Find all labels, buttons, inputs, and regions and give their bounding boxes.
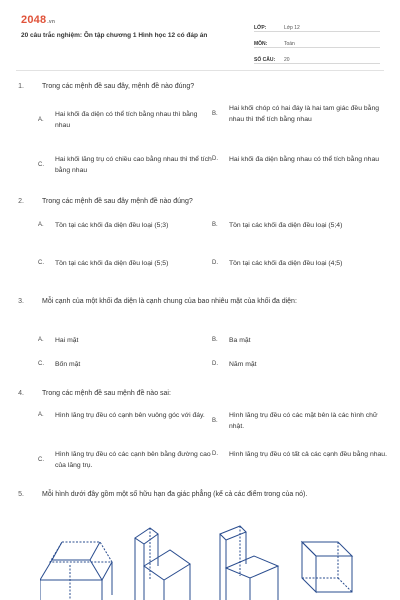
question-5 <box>0 489 400 500</box>
meta-key: SỐ CÂU: <box>254 57 276 63</box>
option-2c[interactable] <box>38 258 213 269</box>
meta-table <box>254 16 380 64</box>
question-3 <box>0 296 400 307</box>
option-text: Ba mặt <box>229 337 251 344</box>
option-label: B. <box>212 417 218 424</box>
figure-2-block <box>135 528 190 600</box>
option-3a[interactable] <box>38 335 213 346</box>
option-text: Hình lăng trụ đều có cạnh bên vuông góc với đáy. <box>55 412 205 419</box>
option-3d[interactable] <box>212 359 387 370</box>
question-text: Mỗi hình dưới đây gồm một số hữu hạn đa giác phẳng (kể cả các điểm trong của nó). <box>42 491 308 498</box>
option-label: D. <box>212 361 218 367</box>
option-2a[interactable] <box>38 220 213 231</box>
page-title: 20 câu trắc nghiệm: Ôn tập chương 1 Hình học 12 có đáp án <box>21 32 208 39</box>
meta-key: LỚP: <box>254 25 267 31</box>
site-logo[interactable] <box>21 14 55 26</box>
option-text: Tồn tại các khối đa diện đều loại (5;3) <box>55 222 169 229</box>
option-2b[interactable] <box>212 220 387 231</box>
meta-row-subject <box>254 32 380 48</box>
option-text: Hình lăng trụ đều có tất cả các cạnh đều bằng nhau. <box>229 451 387 458</box>
option-text: Hai khối lăng trụ có chiều cao bằng nhau thì thể tích bằng nhau <box>55 156 212 174</box>
option-4d[interactable] <box>212 449 387 460</box>
option-3c[interactable] <box>38 359 213 370</box>
option-label: C. <box>38 260 44 266</box>
option-text: Năm mặt <box>229 361 257 368</box>
option-text: Bốn mặt <box>55 361 81 368</box>
option-1c[interactable] <box>38 154 213 176</box>
option-label: B. <box>212 110 218 117</box>
option-text: Hình lăng trụ đều có các mặt bên là các hình chữ nhật. <box>229 412 378 430</box>
option-text: Hai mặt <box>55 337 79 344</box>
option-text: Tồn tại các khối đa diện đều loại (5;4) <box>229 222 343 229</box>
option-1a[interactable] <box>38 109 213 131</box>
polyhedra-figures <box>40 520 360 600</box>
option-label: C. <box>38 161 44 168</box>
option-label: C. <box>38 361 44 367</box>
meta-key: MÔN: <box>254 41 268 47</box>
option-1d[interactable] <box>212 154 387 165</box>
question-text: Trong các mệnh đề sau đây mệnh đề nào đúng? <box>42 198 193 205</box>
question-2 <box>0 196 400 207</box>
meta-value: Lớp 12 <box>284 25 300 31</box>
option-4c[interactable] <box>38 449 213 471</box>
option-label: A. <box>38 412 44 418</box>
header-divider <box>16 70 384 71</box>
question-number: 1. <box>18 83 24 90</box>
question-1 <box>0 81 400 92</box>
page-header <box>0 0 400 66</box>
option-text: Tồn tại các khối đa diện đều loại (5;5) <box>55 260 169 267</box>
question-text: Mỗi cạnh của một khối đa diện là cạnh chung của bao nhiêu mặt của khối đa diện: <box>42 298 297 305</box>
option-label: D. <box>212 451 218 457</box>
question-number: 5. <box>18 491 24 498</box>
option-text: Hai khối chóp có hai đáy là hai tam giác đều bằng nhau thì thể tích bằng nhau <box>229 105 380 123</box>
option-label: A. <box>38 222 44 228</box>
option-1b[interactable] <box>212 103 387 125</box>
meta-row-count <box>254 48 380 64</box>
option-label: D. <box>212 260 218 266</box>
option-label: A. <box>38 116 44 123</box>
option-3b[interactable] <box>212 335 387 346</box>
figure-1-prism <box>40 542 112 600</box>
option-label: C. <box>38 456 44 463</box>
meta-row-class <box>254 16 380 32</box>
option-2d[interactable] <box>212 258 387 269</box>
option-label: D. <box>212 156 218 162</box>
option-label: A. <box>38 337 44 343</box>
option-text: Hai khối đa diện bằng nhau có thể tích bằng nhau <box>229 156 380 163</box>
option-4a[interactable] <box>38 410 213 421</box>
question-4 <box>0 388 400 399</box>
logo-brand: 2048 <box>21 14 47 26</box>
option-4b[interactable] <box>212 410 387 432</box>
meta-value: 20 <box>284 57 290 63</box>
option-text: Hai khối đa diện có thể tích bằng nhau thì bằng nhau <box>55 111 198 129</box>
option-text: Tồn tại các khối đa diện đều loại (4;5) <box>229 260 343 267</box>
figure-3-chair <box>220 526 278 600</box>
question-number: 3. <box>18 298 24 305</box>
meta-value: Toán <box>284 41 295 47</box>
option-label: B. <box>212 337 218 343</box>
question-text: Trong các mệnh đề sau mệnh đề nào sai: <box>42 390 171 397</box>
option-text: Hình lăng trụ đều có các cạnh bên bằng đường cao của lăng trụ. <box>55 451 211 469</box>
figure-4-cube <box>302 542 352 592</box>
logo-tld: .vn <box>47 19 56 25</box>
option-label: B. <box>212 222 218 228</box>
question-number: 2. <box>18 198 24 205</box>
question-text: Trong các mệnh đề sau đây, mệnh đề nào đúng? <box>42 83 195 90</box>
question-number: 4. <box>18 390 24 397</box>
